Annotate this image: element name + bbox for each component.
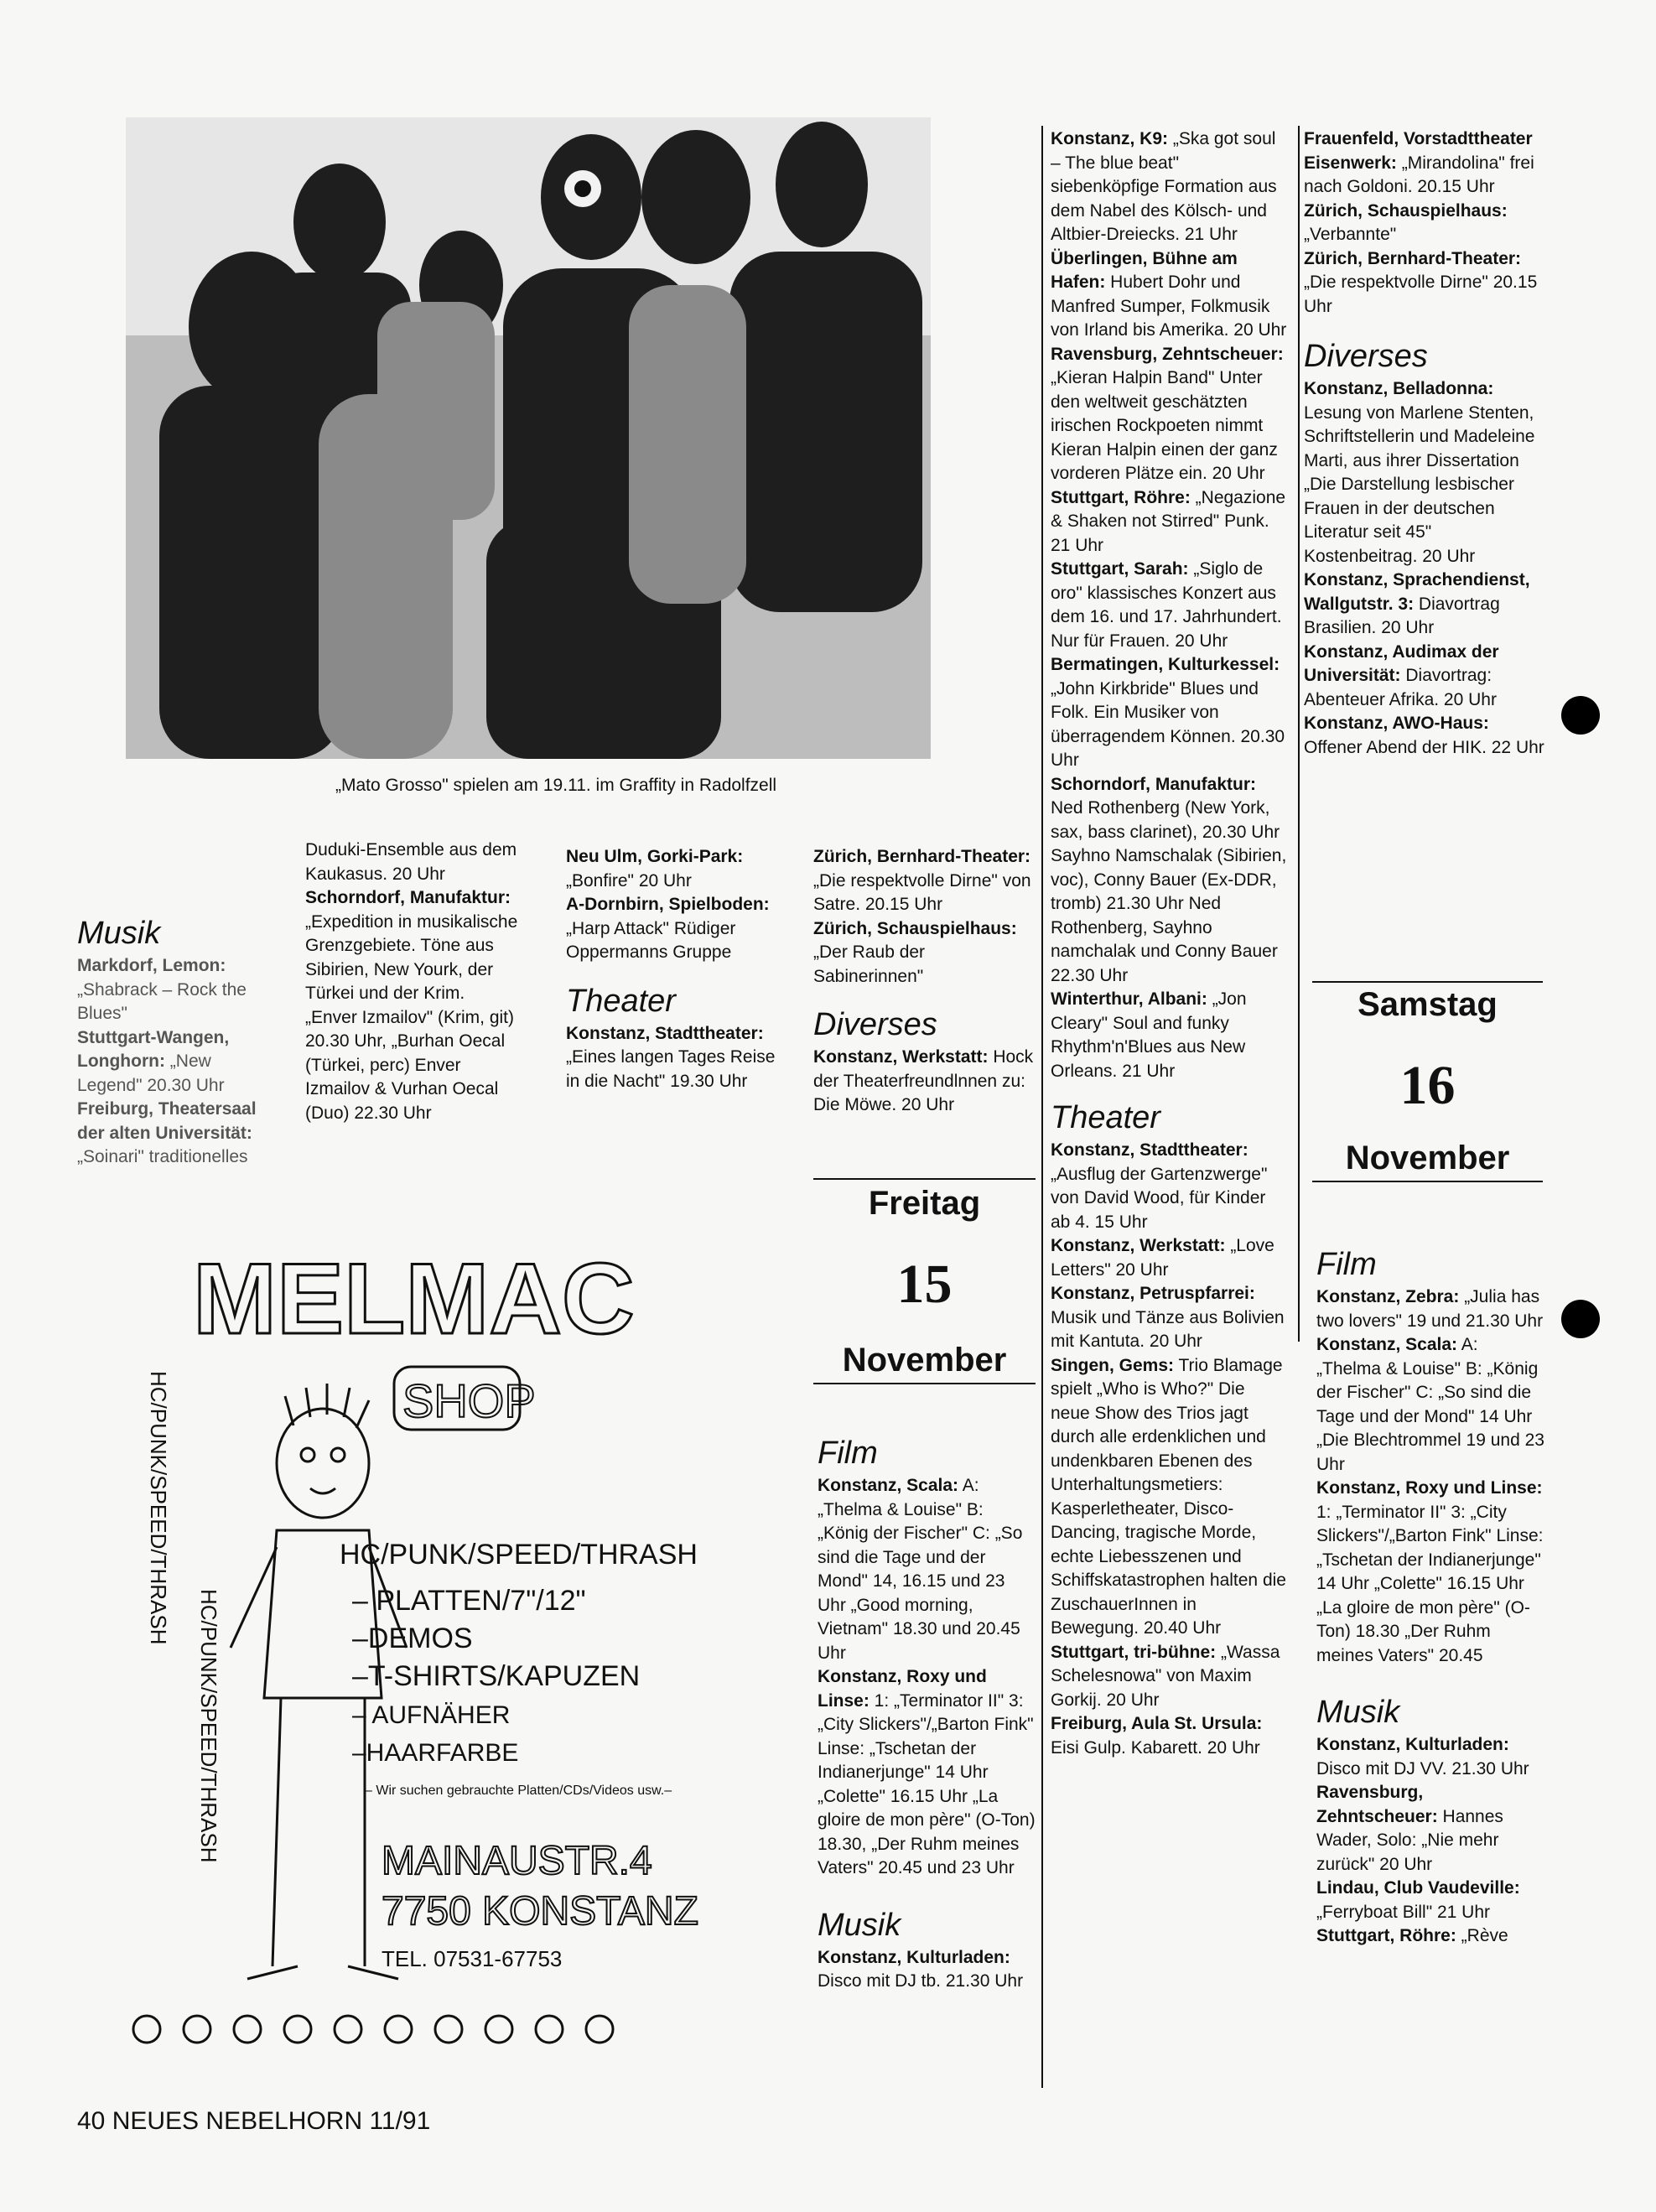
skull-row-decoration bbox=[133, 2016, 613, 2043]
day-name: Samstag bbox=[1358, 986, 1498, 1023]
listing-item: Konstanz, Roxy und Linse: 1: „Terminator II" 3: „City Slickers"/„Barton Fink" Linse: „Tschetan der Indianerjunge" 14 Uhr „Colette" 16.15 Uhr „La gloire de mon père" (O-Ton) 18.30, „Der Ruhm meines Vaters" 20.45 und 23 Uhr bbox=[818, 1667, 1036, 1877]
flyer-vertical-genres: HC/PUNK/SPEED/THRASH bbox=[196, 1589, 221, 1863]
listing-item: Duduki-Ensemble aus dem Kaukasus. 20 Uhr bbox=[305, 840, 517, 884]
listing-item: Konstanz, Kulturladen: Disco mit DJ VV. 21.30 Uhr bbox=[1316, 1735, 1529, 1778]
listing-group bbox=[77, 954, 277, 1170]
column-3 bbox=[566, 845, 792, 1093]
section-heading-musik: Musik bbox=[77, 916, 161, 951]
listing-item: Neu Ulm, Gorki-Park: „Bonfire" 20 Uhr bbox=[566, 847, 744, 891]
flyer-wanted-note: – Wir suchen gebrauchte Platten/CDs/Videos usw.– bbox=[365, 1784, 672, 1798]
day-header-freitag bbox=[813, 1178, 1036, 1384]
melmac-shop-flyer bbox=[113, 1228, 717, 2059]
page-footer: 40 NEUES NEBELHORN 11/91 bbox=[77, 2107, 431, 2135]
listing-item: Singen, Gems: Trio Blamage spielt „Who is Who?" Die neue Show des Trios jagt durch alle erdenklichen und undenkbaren Ebenen des Unterhaltungsmetiers: Kasperletheater, Disco-Dancing, tragische Morde, echte Liebesszenen und Schiffskatastrophen halten die ZuschauerInnen in Bewegung. 20.40 Uhr bbox=[1051, 1355, 1286, 1638]
listing-item: Konstanz, Petruspfarrei: Musik und Tänze aus Bolivien mit Kantuta. 20 Uhr bbox=[1051, 1284, 1285, 1351]
listing-item: Stuttgart, tri-bühne: „Wassa Schelesnowa" von Maxim Gorkij. 20 Uhr bbox=[1051, 1642, 1280, 1710]
listing-item: Zürich, Schauspielhaus: „Verbannte" bbox=[1304, 200, 1508, 244]
listing-item: Lindau, Club Vaudeville: „Ferryboat Bill" 21 Uhr bbox=[1316, 1878, 1520, 1922]
column-5 bbox=[1051, 127, 1287, 1760]
listing-item: Ravensburg, Zehntscheuer: Hannes Wader, Solo: „Nie mehr zurück" 20 Uhr bbox=[1316, 1783, 1503, 1874]
day-name: Freitag bbox=[868, 1185, 981, 1222]
section-heading-diverses: Diverses bbox=[1304, 339, 1428, 374]
month-name: November bbox=[1345, 1140, 1510, 1176]
listing-item: Schorndorf, Manufaktur: „Expedition in musikalische Grenzgebiete. Töne aus Sibirien, New Yourk, der Türkei und der Krim. „Enver Izmailov" (Krim, git) 20.30 Uhr, „Burhan Oecal (Türkei, perc) Enver Izmailov & Vurhan Oecal (Duo) 22.30 Uhr bbox=[305, 888, 518, 1123]
binder-hole bbox=[1561, 1300, 1600, 1338]
listing-item: Konstanz, Roxy und Linse: 1: „Terminator II" 3: „City Slickers"/„Barton Fink" Linse: „Tschetan der Indianerjunge" 14 Uhr „Colette" 16.15 Uhr „La gloire de mon père" (O-Ton) 18.30 „Der Ruhm meines Vaters" 20.45 bbox=[1316, 1478, 1544, 1665]
listing-item: Konstanz, Werkstatt: „Love Letters" 20 Uhr bbox=[1051, 1236, 1274, 1280]
listing-item: Konstanz, Kulturladen: Disco mit DJ tb. 21.30 Uhr bbox=[818, 1947, 1024, 1991]
flyer-street: MAINAUSTR.4 bbox=[382, 1839, 652, 1883]
divider bbox=[813, 1383, 1036, 1384]
photo-caption: „Mato Grosso" spielen am 19.11. im Graffity in Radolfzell bbox=[335, 776, 777, 795]
listing-item: Ravensburg, Zehntscheuer: „Kieran Halpin Band" Unter den weltweit geschätzten irischen Rockpoeten nimmt Kieran Halpin einen der ganz vorderen Plätze ein. 20 Uhr bbox=[1051, 344, 1284, 483]
listing-item: Markdorf, Lemon: „Shabrack – Rock the Blues" bbox=[77, 956, 247, 1023]
listing-item: Stuttgart, Sarah: „Siglo de oro" klassisches Konzert aus dem 16. und 17. Jahrhundert. Nur für Frauen. 20 Uhr bbox=[1051, 559, 1282, 651]
listing-item: Stuttgart-Wangen, Longhorn: „New Legend" 20.30 Uhr bbox=[77, 1027, 230, 1095]
listing-item: Bermatingen, Kulturkessel: „John Kirkbride" Blues und Folk. Ein Musiker von überragendem Können. 20.30 Uhr bbox=[1051, 655, 1285, 770]
listing-item: Schorndorf, Manufaktur: Ned Rothenberg (New York, sax, bass clarinet), 20.30 Uhr Sayhno Namschalak (Sibirien, voc), Conny Bauer (Ex-DDR, tromb) 21.30 Uhr Ned Rothenberg, Sayhno namchalak und Conny Bauer 22.30 Uhr bbox=[1051, 774, 1287, 985]
listing-item: Freiburg, Theatersaal der alten Universität: „Soinari" traditionelles bbox=[77, 1099, 257, 1166]
column-2 bbox=[305, 839, 519, 1125]
listing-item: Zürich, Bernhard-Theater: „Die respektvolle Dirne" von Satre. 20.15 Uhr bbox=[813, 847, 1031, 914]
month-name: November bbox=[842, 1342, 1007, 1379]
section-heading-musik: Musik bbox=[1316, 1695, 1400, 1730]
listing-item: Stuttgart, Röhre: „Negazione & Shaken not Stirred" Punk. 21 Uhr bbox=[1051, 487, 1286, 555]
listing-item: Konstanz, Scala: A: „Thelma & Louise" B: „König der Fischer" C: „So sind die Tage und der Mond" 14 Uhr „Die Blechtrommel 19 und 23 Uhr bbox=[1316, 1335, 1544, 1474]
section-heading-diverses: Diverses bbox=[813, 1007, 937, 1042]
listing-item: Konstanz, K9: „Ska got soul – The blue beat" siebenköpfige Formation aus dem Nabel des Kölsch- und Altbier-Dreiecks. 21 Uhr bbox=[1051, 129, 1277, 244]
column-1 bbox=[77, 914, 277, 1170]
day-header-samstag bbox=[1312, 981, 1543, 1182]
listing-item: Zürich, Schauspielhaus: „Der Raub der Sabinerinnen" bbox=[813, 918, 1017, 986]
flyer-shop-label: SHOP bbox=[402, 1374, 536, 1427]
column-4 bbox=[813, 845, 1036, 1118]
section-heading-musik: Musik bbox=[818, 1907, 901, 1943]
listing-item: Überlingen, Bühne am Hafen: Hubert Dohr und Manfred Sumper, Folkmusik von Irland bis Amerika. 20 Uhr bbox=[1051, 248, 1287, 340]
flyer-vertical-genres: HC/PUNK/SPEED/THRASH bbox=[146, 1371, 171, 1645]
section-heading-film: Film bbox=[1316, 1247, 1377, 1282]
flyer-item: – AUFNÄHER bbox=[352, 1701, 511, 1729]
listing-item: Konstanz, Sprachendienst, Wallgutstr. 3: Diavortrag Brasilien. 20 Uhr bbox=[1304, 570, 1530, 637]
flyer-item: – PLATTEN/7"/12" bbox=[352, 1585, 586, 1617]
section-heading-theater: Theater bbox=[566, 983, 676, 1019]
divider bbox=[813, 1178, 1036, 1180]
listing-item: Konstanz, Belladonna: Lesung von Marlene Stenten, Schriftstellerin und Madeleine Marti, aus ihrer Dissertation „Die Darstellung lesbischer Frauen in der deutschen Literatur seit 45" Kostenbeitrag. 20 Uhr bbox=[1304, 379, 1535, 566]
flyer-item: –T-SHIRTS/KAPUZEN bbox=[352, 1660, 641, 1692]
flyer-city: 7750 KONSTANZ bbox=[382, 1889, 698, 1934]
section-heading-film: Film bbox=[818, 1436, 878, 1471]
column-4-lower bbox=[818, 1434, 1037, 1994]
column-6 bbox=[1304, 127, 1547, 760]
column-rule bbox=[1298, 126, 1300, 1342]
band-photo bbox=[126, 117, 931, 759]
day-number: 15 bbox=[896, 1254, 953, 1315]
flyer-phone: TEL. 07531-67753 bbox=[382, 1946, 563, 1971]
band-photo-illustration bbox=[126, 117, 931, 759]
flyer-artwork bbox=[113, 1228, 717, 2059]
flyer-item: –HAARFARBE bbox=[352, 1739, 519, 1767]
listing-item: A-Dornbirn, Spielboden: „Harp Attack" Rüdiger Oppermanns Gruppe bbox=[566, 895, 770, 962]
flyer-item: –DEMOS bbox=[352, 1623, 473, 1654]
divider bbox=[1312, 981, 1543, 983]
listing-item: Konstanz, Zebra: „Julia has two lovers" 19 und 21.30 Uhr bbox=[1316, 1287, 1544, 1331]
listing-item: Winterthur, Albani: „Jon Cleary" Soul and funky Rhythm'n'Blues aus New Orleans. 21 Uhr bbox=[1051, 989, 1247, 1081]
section-heading-theater: Theater bbox=[1051, 1100, 1160, 1135]
listing-item: Konstanz, AWO-Haus: Offener Abend der HIK. 22 Uhr bbox=[1304, 714, 1544, 757]
listing-item: Konstanz, Stadttheater: „Eines langen Tages Reise in die Nacht" 19.30 Uhr bbox=[566, 1023, 776, 1091]
listing-item: Zürich, Bernhard-Theater: „Die respektvolle Dirne" 20.15 Uhr bbox=[1304, 248, 1538, 316]
divider bbox=[1312, 1181, 1543, 1182]
flyer-title: MELMAC bbox=[193, 1243, 635, 1355]
binder-hole bbox=[1561, 696, 1600, 735]
listing-item: Frauenfeld, Vorstadttheater Eisenwerk: „Mirandolina" frei nach Goldoni. 20.15 Uhr bbox=[1304, 129, 1534, 196]
flyer-genres: HC/PUNK/SPEED/THRASH bbox=[340, 1539, 698, 1571]
listing-item: Konstanz, Stadttheater: „Ausflug der Gartenzwerge" von David Wood, für Kinder ab 4. 15 Uhr bbox=[1051, 1140, 1268, 1232]
column-6-lower bbox=[1316, 1245, 1547, 1949]
day-number: 16 bbox=[1399, 1055, 1456, 1116]
listing-item: Freiburg, Aula St. Ursula: Eisi Gulp. Kabarett. 20 Uhr bbox=[1051, 1714, 1263, 1758]
listing-item: Konstanz, Audimax der Universität: Diavortrag: Abenteuer Afrika. 20 Uhr bbox=[1304, 641, 1499, 709]
listing-item: Stuttgart, Röhre: „Rève bbox=[1316, 1926, 1508, 1945]
column-rule bbox=[1041, 126, 1043, 2088]
listing-item: Konstanz, Scala: A: „Thelma & Louise" B: „König der Fischer" C: „So sind die Tage und der Mond" 14, 16.15 und 23 Uhr „Good morning, Vietnam" 18.30 und 20.45 Uhr bbox=[818, 1476, 1023, 1663]
listing-item: Konstanz, Werkstatt: Hock der Theaterfreundlnnen zu: Die Möwe. 20 Uhr bbox=[813, 1047, 1034, 1114]
